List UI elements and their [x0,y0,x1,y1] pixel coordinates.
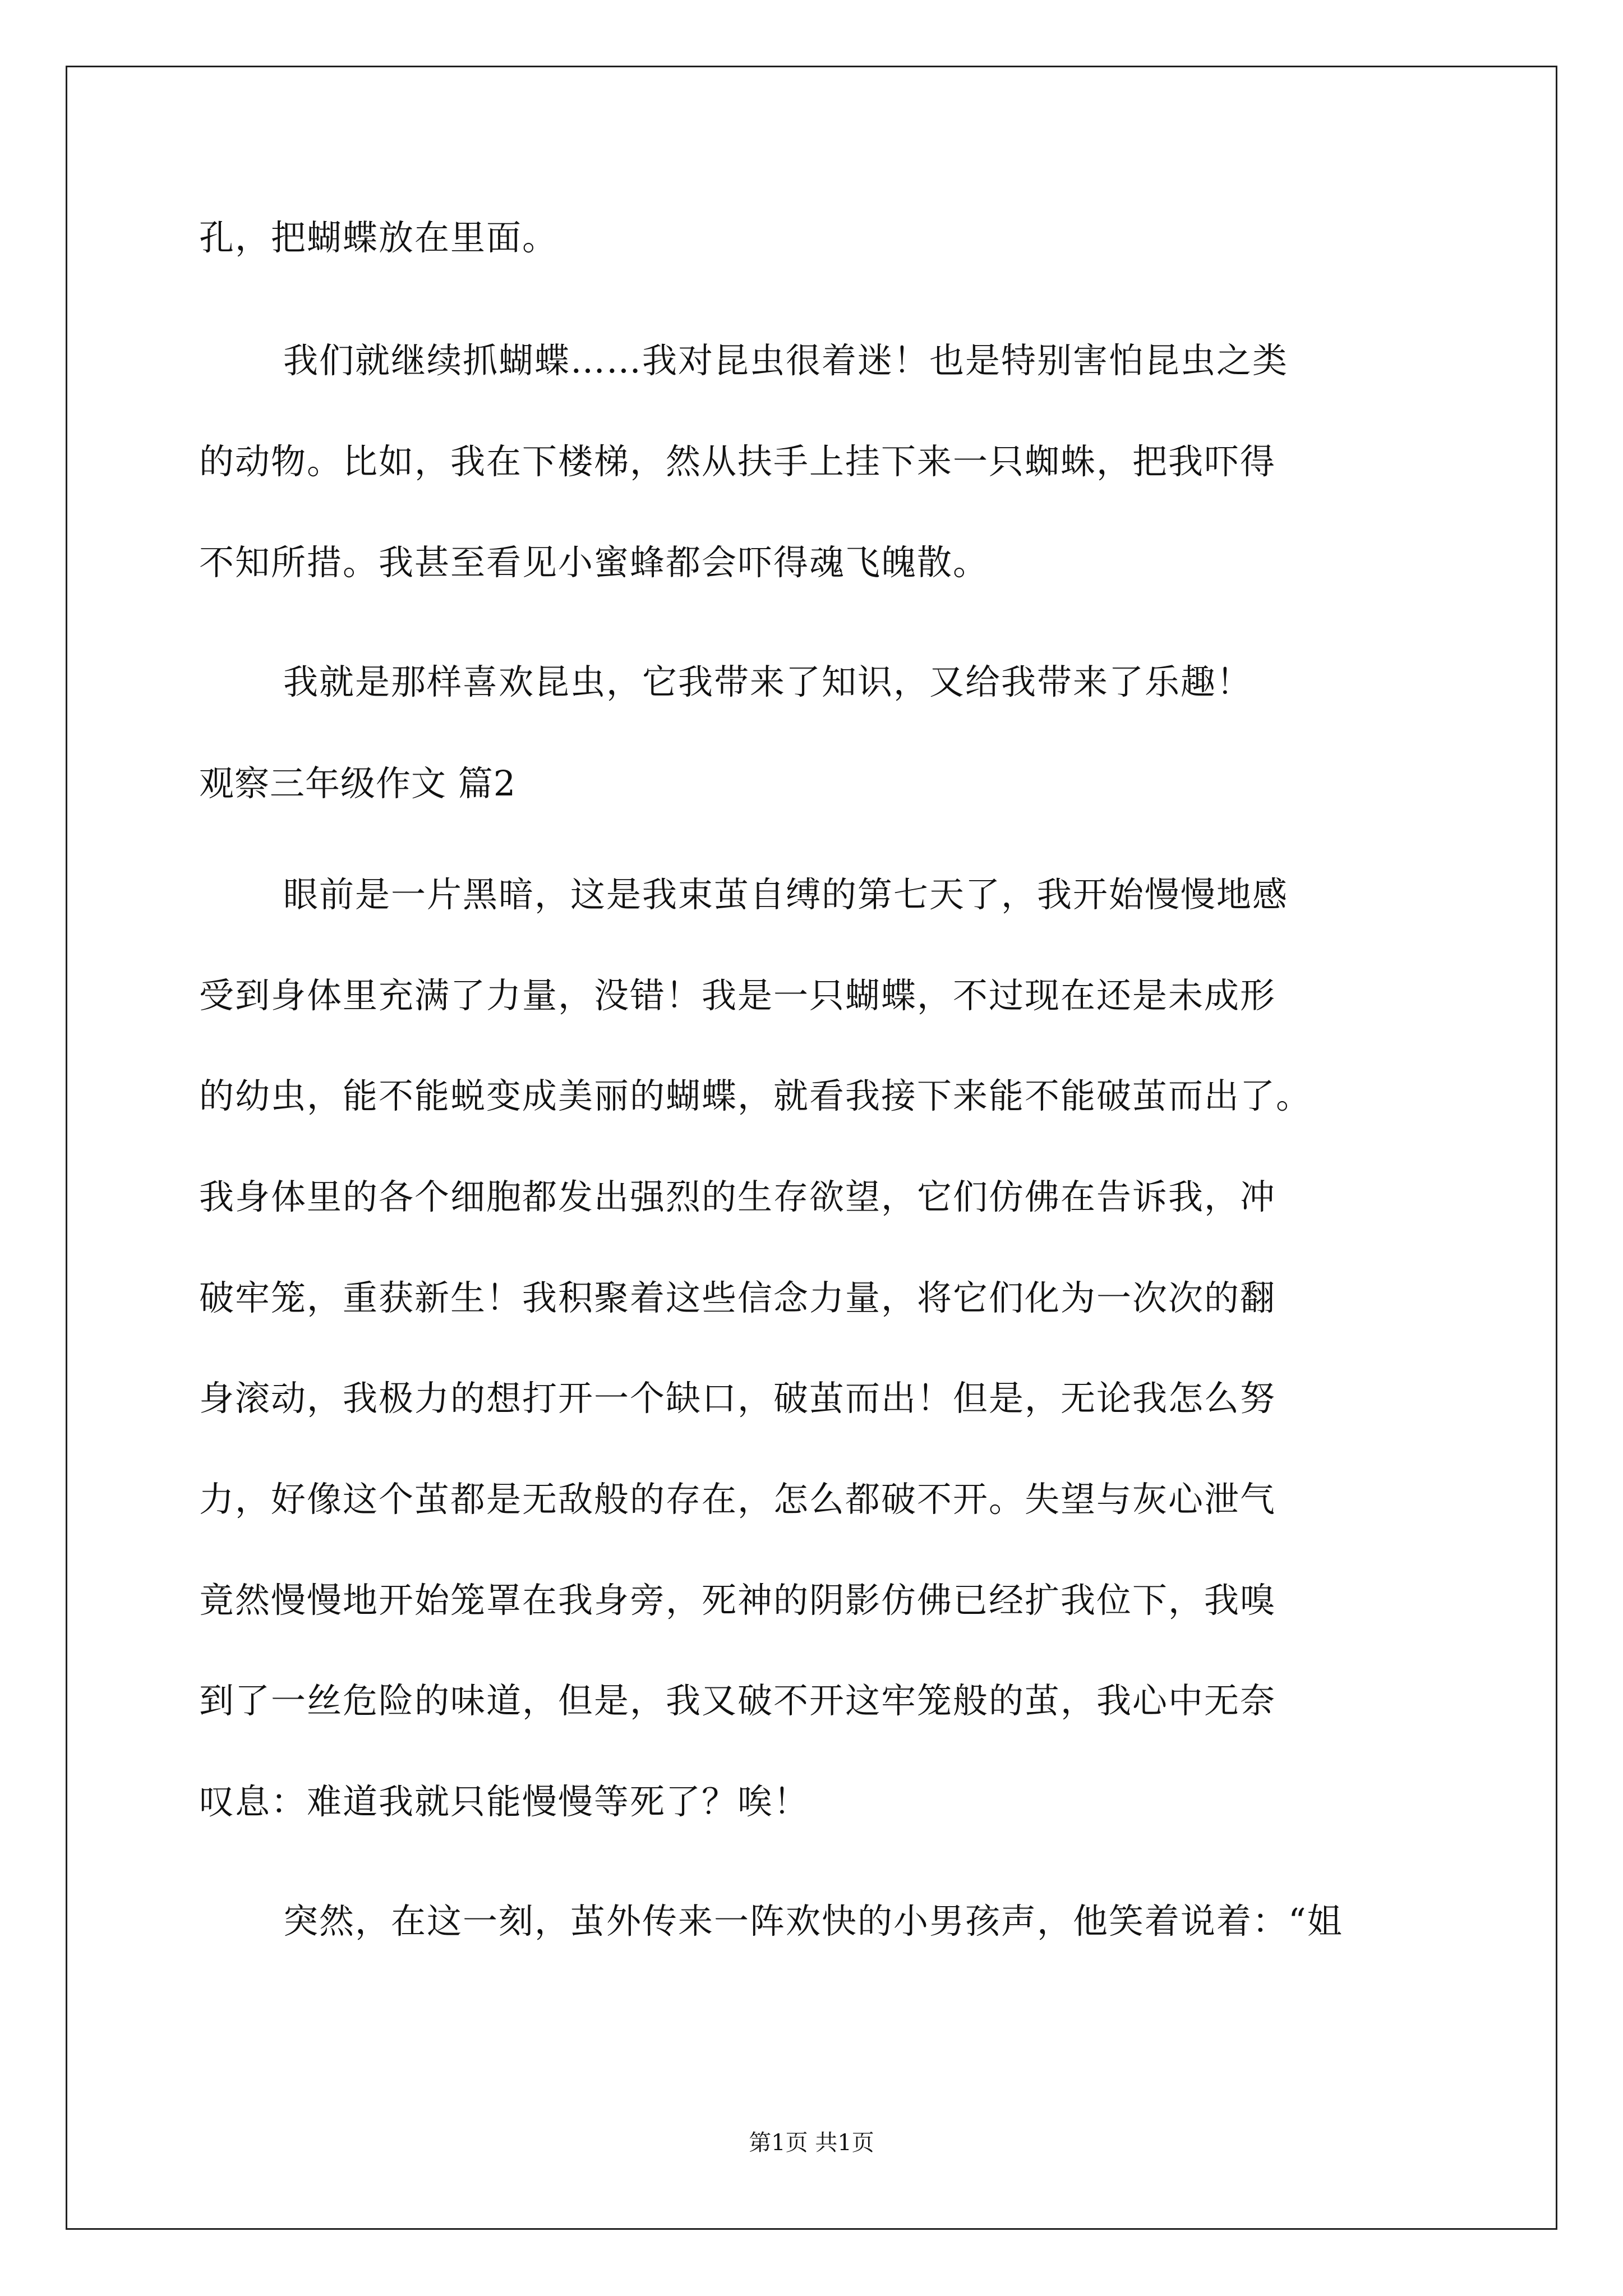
text-line: 眼前是一片黑暗，这是我束茧自缚的第七天了，我开始慢慢地感 [283,874,1289,915]
text-line: 身滚动，我极力的想打开一个缺口，破茧而出！但是，无论我怎么努 [199,1378,1276,1419]
text-line: 不知所措。我甚至看见小蜜蜂都会吓得魂飞魄散。 [199,542,989,583]
text-line: 的动物。比如，我在下楼梯，然从扶手上挂下来一只蜘蛛，把我吓得 [199,441,1276,482]
text-line: 竟然慢慢地开始笼罩在我身旁，死神的阴影仿佛已经扩我位下，我嗅 [199,1580,1276,1621]
page-footer: 第1页 共1页 [749,2130,874,2156]
text-line: 我们就继续抓蝴蝶……我对昆虫很着迷！也是特别害怕昆虫之类 [283,340,1289,381]
text-line: 力，好像这个茧都是无敌般的存在，怎么都破不开。失望与灰心泄气 [199,1479,1276,1520]
text-line: 我身体里的各个细胞都发出强烈的生存欲望，它们仿佛在告诉我，冲 [199,1176,1276,1217]
text-line: 破牢笼，重获新生！我积聚着这些信念力量，将它们化为一次次的翻 [199,1277,1276,1318]
text-line: 我就是那样喜欢昆虫，它我带来了知识，又给我带来了乐趣！ [283,661,1253,702]
section-heading: 观察三年级作文 篇2 [199,763,517,804]
text-line: 的幼虫，能不能蜕变成美丽的蝴蝶，就看我接下来能不能破茧而出了。 [199,1075,1312,1116]
text-line: 叹息：难道我就只能慢慢等死了？唉！ [199,1781,810,1822]
text-line: 到了一丝危险的味道，但是，我又破不开这牢笼般的茧，我心中无奈 [199,1680,1276,1721]
text-line: 突然，在这一刻，茧外传来一阵欢快的小男孩声，他笑着说着：“姐 [283,1901,1343,1941]
text-line: 孔，把蝴蝶放在里面。 [199,217,559,258]
text-line: 受到身体里充满了力量，没错！我是一只蝴蝶，不过现在还是未成形 [199,975,1276,1016]
